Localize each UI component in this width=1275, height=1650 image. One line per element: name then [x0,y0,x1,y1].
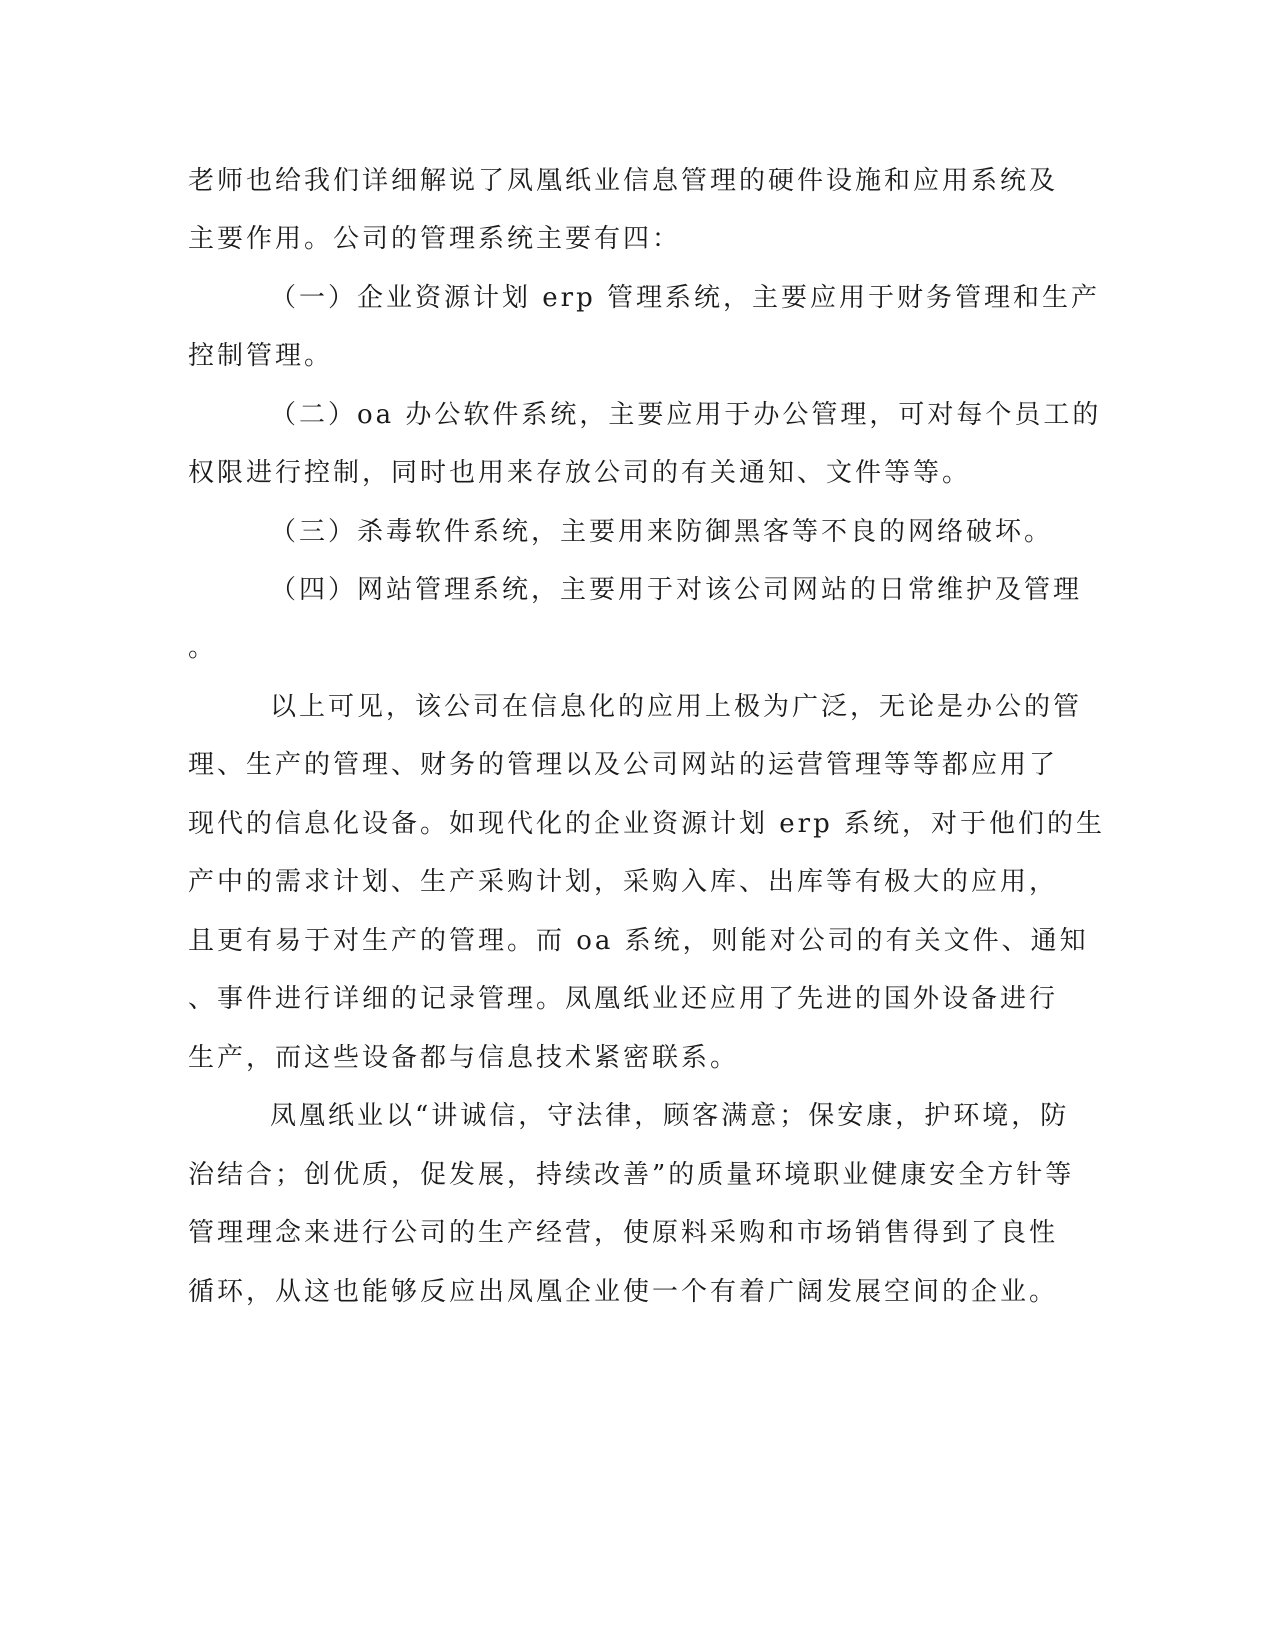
paragraph-line: 管理理念来进行公司的生产经营，使原料采购和市场销售得到了良性 [188,1218,1059,1248]
list-item-line: 控制管理。 [188,341,334,371]
paragraph-line: 以上可见，该公司在信息化的应用上极为广泛，无论是办公的管 [270,692,1083,722]
paragraph-line: 凤凰纸业以“讲诚信，守法律，顾客满意；保安康，护环境，防 [270,1101,1070,1131]
list-item-line: （一）企业资源计划 erp 管理系统，主要应用于财务管理和生产 [270,283,1100,313]
paragraph-line: 循环，从这也能够反应出凤凰企业使一个有着广阔发展空间的企业。 [188,1277,1059,1307]
list-item-line: （三）杀毒软件系统，主要用来防御黑客等不良的网络破坏。 [270,517,1054,547]
paragraph-line: 、事件进行详细的记录管理。凤凰纸业还应用了先进的国外设备进行 [188,984,1059,1014]
paragraph-line: 治结合；创优质，促发展，持续改善”的质量环境职业健康安全方针等 [188,1160,1075,1190]
paragraph-line: 且更有易于对生产的管理。而 oa 系统，则能对公司的有关文件、通知 [188,926,1089,956]
paragraph-line: 产中的需求计划、生产采购计划，采购入库、出库等有极大的应用， [188,867,1059,897]
paragraph-line: 生产，而这些设备都与信息技术紧密联系。 [188,1043,740,1073]
paragraph-line: 理、生产的管理、财务的管理以及公司网站的运营管理等等都应用了 [188,750,1059,780]
paragraph-line: 主要作用。公司的管理系统主要有四： [188,224,682,254]
list-item-line: 。 [188,633,218,663]
list-item-line: （二）oa 办公软件系统，主要应用于办公管理，可对每个员工的 [270,400,1102,430]
paragraph-line: 老师也给我们详细解说了凤凰纸业信息管理的硬件设施和应用系统及 [188,166,1059,196]
list-item-line: 权限进行控制，同时也用来存放公司的有关通知、文件等等。 [188,458,972,488]
list-item-line: （四）网站管理系统，主要用于对该公司网站的日常维护及管理 [270,575,1083,605]
paragraph-line: 现代的信息化设备。如现代化的企业资源计划 erp 系统，对于他们的生 [188,809,1105,839]
